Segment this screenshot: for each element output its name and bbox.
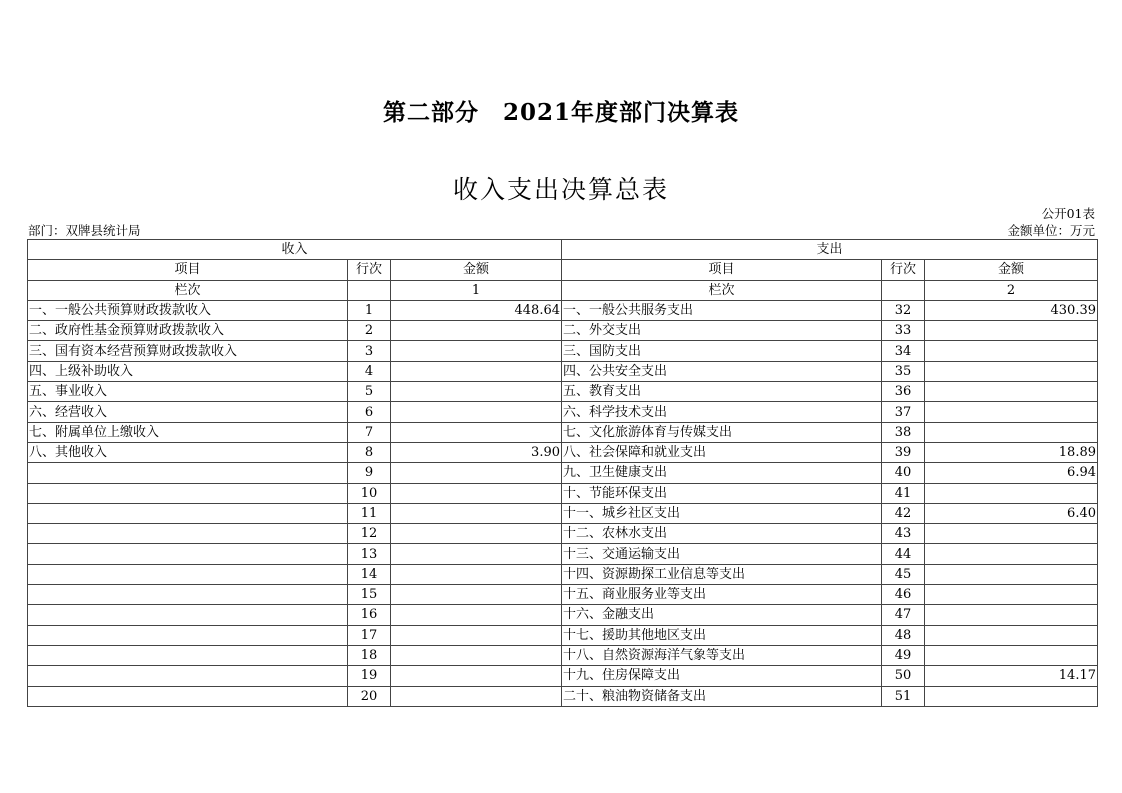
column-order-row <box>28 280 1098 300</box>
income-line-no-cell: 20 <box>348 686 391 706</box>
income-item-cell: 七、附属单位上缴收入 <box>28 422 348 442</box>
income-item-cell: 六、经营收入 <box>28 402 348 422</box>
income-line-no-cell: 15 <box>348 585 391 605</box>
expense-line-no-cell: 32 <box>882 300 925 320</box>
expense-amount-cell <box>925 402 1098 422</box>
expense-item-cell: 五、教育支出 <box>562 382 882 402</box>
expense-amount-cell <box>925 564 1098 584</box>
expense-line-no-cell: 44 <box>882 544 925 564</box>
income-line-no-cell: 13 <box>348 544 391 564</box>
expense-amount-cell <box>925 321 1098 341</box>
income-line-no-cell: 6 <box>348 402 391 422</box>
income-line-no-cell: 9 <box>348 463 391 483</box>
income-amount-header: 金额 <box>391 260 562 280</box>
income-item-cell <box>28 544 348 564</box>
expense-line-no-cell: 43 <box>882 524 925 544</box>
income-column-order-blank <box>348 280 391 300</box>
section-header-row <box>28 240 1098 260</box>
expense-line-no-cell: 37 <box>882 402 925 422</box>
income-item-cell <box>28 585 348 605</box>
income-line-no-cell: 19 <box>348 666 391 686</box>
expense-item-cell: 十四、资源勘探工业信息等支出 <box>562 564 882 584</box>
income-amount-cell <box>391 625 562 645</box>
table-row <box>28 564 1098 584</box>
income-amount-cell <box>391 544 562 564</box>
income-expense-table <box>27 239 1098 707</box>
expense-line-no-cell: 39 <box>882 442 925 462</box>
form-number: 公开01表 <box>1041 206 1095 221</box>
expense-item-cell: 七、文化旅游体育与传媒支出 <box>562 422 882 442</box>
expense-amount-cell: 14.17 <box>925 666 1098 686</box>
part-heading: 第二部分 2021年度部门决算表 <box>382 99 739 126</box>
expense-line-no-cell: 51 <box>882 686 925 706</box>
expense-line-no-cell: 49 <box>882 645 925 665</box>
income-item-header: 项目 <box>28 260 348 280</box>
income-amount-cell <box>391 361 562 381</box>
table-row <box>28 666 1098 686</box>
income-amount-cell <box>391 686 562 706</box>
income-amount-cell <box>391 503 562 523</box>
income-line-no-cell: 4 <box>348 361 391 381</box>
income-item-cell: 四、上级补助收入 <box>28 361 348 381</box>
income-amount-cell: 448.64 <box>391 300 562 320</box>
expense-item-cell: 二十、粮油物资储备支出 <box>562 686 882 706</box>
income-line-no-cell: 12 <box>348 524 391 544</box>
amount-unit-label: 金额单位：万元 <box>1007 223 1095 238</box>
expense-amount-cell: 430.39 <box>925 300 1098 320</box>
expense-amount-cell <box>925 544 1098 564</box>
income-column-number: 1 <box>391 280 562 300</box>
expense-amount-cell: 18.89 <box>925 442 1098 462</box>
table-row <box>28 382 1098 402</box>
income-line-no-cell: 1 <box>348 300 391 320</box>
table-row <box>28 463 1098 483</box>
income-line-no-cell: 14 <box>348 564 391 584</box>
table-row <box>28 544 1098 564</box>
income-amount-cell <box>391 382 562 402</box>
income-amount-cell <box>391 585 562 605</box>
income-item-cell: 三、国有资本经营预算财政拨款收入 <box>28 341 348 361</box>
expense-item-cell: 九、卫生健康支出 <box>562 463 882 483</box>
expense-item-cell: 三、国防支出 <box>562 341 882 361</box>
income-item-cell: 五、事业收入 <box>28 382 348 402</box>
table-row <box>28 605 1098 625</box>
expense-item-cell: 十、节能环保支出 <box>562 483 882 503</box>
column-header-row <box>28 260 1098 280</box>
expense-amount-cell: 6.94 <box>925 463 1098 483</box>
expense-item-cell: 十五、商业服务业等支出 <box>562 585 882 605</box>
table-row <box>28 361 1098 381</box>
income-amount-cell <box>391 422 562 442</box>
income-line-no-cell: 7 <box>348 422 391 442</box>
income-column-order-label: 栏次 <box>28 280 348 300</box>
table-row <box>28 300 1098 320</box>
income-item-cell <box>28 524 348 544</box>
income-section-header: 收入 <box>28 240 562 260</box>
income-item-cell <box>28 503 348 523</box>
expense-amount-cell <box>925 422 1098 442</box>
expense-amount-cell <box>925 483 1098 503</box>
table-row <box>28 442 1098 462</box>
income-line-no-cell: 2 <box>348 321 391 341</box>
expense-line-no-cell: 40 <box>882 463 925 483</box>
table-body <box>28 240 1098 707</box>
expense-item-cell: 十六、金融支出 <box>562 605 882 625</box>
expense-line-no-header: 行次 <box>882 260 925 280</box>
income-amount-cell <box>391 402 562 422</box>
income-amount-cell <box>391 341 562 361</box>
income-item-cell: 一、一般公共预算财政拨款收入 <box>28 300 348 320</box>
expense-amount-cell <box>925 645 1098 665</box>
expense-item-cell: 十九、住房保障支出 <box>562 666 882 686</box>
table-row <box>28 625 1098 645</box>
income-line-no-cell: 10 <box>348 483 391 503</box>
expense-column-number: 2 <box>925 280 1098 300</box>
expense-line-no-cell: 45 <box>882 564 925 584</box>
expense-item-cell: 十八、自然资源海洋气象等支出 <box>562 645 882 665</box>
expense-amount-cell <box>925 686 1098 706</box>
table-row <box>28 483 1098 503</box>
table-row <box>28 402 1098 422</box>
expense-amount-cell <box>925 605 1098 625</box>
expense-amount-cell <box>925 524 1098 544</box>
expense-line-no-cell: 35 <box>882 361 925 381</box>
table-row <box>28 503 1098 523</box>
income-line-no-cell: 16 <box>348 605 391 625</box>
income-item-cell <box>28 625 348 645</box>
expense-item-cell: 十七、援助其他地区支出 <box>562 625 882 645</box>
expense-line-no-cell: 46 <box>882 585 925 605</box>
table-row <box>28 645 1098 665</box>
expense-item-cell: 八、社会保障和就业支出 <box>562 442 882 462</box>
expense-line-no-cell: 48 <box>882 625 925 645</box>
expense-item-cell: 一、一般公共服务支出 <box>562 300 882 320</box>
income-item-cell <box>28 666 348 686</box>
income-item-cell: 二、政府性基金预算财政拨款收入 <box>28 321 348 341</box>
expense-amount-cell <box>925 361 1098 381</box>
expense-item-cell: 十一、城乡社区支出 <box>562 503 882 523</box>
income-amount-cell <box>391 605 562 625</box>
expense-amount-cell <box>925 625 1098 645</box>
expense-amount-cell <box>925 341 1098 361</box>
expense-amount-cell: 6.40 <box>925 503 1098 523</box>
expense-line-no-cell: 42 <box>882 503 925 523</box>
income-line-no-cell: 3 <box>348 341 391 361</box>
expense-item-cell: 十二、农林水支出 <box>562 524 882 544</box>
income-amount-cell <box>391 666 562 686</box>
expense-line-no-cell: 50 <box>882 666 925 686</box>
income-item-cell <box>28 686 348 706</box>
expense-column-order-blank <box>882 280 925 300</box>
table-row <box>28 422 1098 442</box>
expense-item-cell: 六、科学技术支出 <box>562 402 882 422</box>
table-title: 收入支出决算总表 <box>452 175 669 204</box>
table-row <box>28 686 1098 706</box>
income-item-cell <box>28 463 348 483</box>
income-line-no-cell: 5 <box>348 382 391 402</box>
income-line-no-cell: 18 <box>348 645 391 665</box>
income-line-no-header: 行次 <box>348 260 391 280</box>
income-amount-cell <box>391 645 562 665</box>
table-row <box>28 321 1098 341</box>
expense-line-no-cell: 34 <box>882 341 925 361</box>
income-amount-cell <box>391 321 562 341</box>
table-row <box>28 524 1098 544</box>
income-amount-cell <box>391 524 562 544</box>
income-item-cell <box>28 483 348 503</box>
expense-line-no-cell: 41 <box>882 483 925 503</box>
income-amount-cell <box>391 483 562 503</box>
table-row <box>28 585 1098 605</box>
department-label: 部门：双牌县统计局 <box>28 223 141 238</box>
expense-amount-header: 金额 <box>925 260 1098 280</box>
expense-line-no-cell: 36 <box>882 382 925 402</box>
income-amount-cell: 3.90 <box>391 442 562 462</box>
income-item-cell <box>28 564 348 584</box>
expense-item-cell: 十三、交通运输支出 <box>562 544 882 564</box>
expense-section-header: 支出 <box>562 240 1098 260</box>
income-item-cell: 八、其他收入 <box>28 442 348 462</box>
table-row <box>28 341 1098 361</box>
expense-item-cell: 二、外交支出 <box>562 321 882 341</box>
income-line-no-cell: 8 <box>348 442 391 462</box>
expense-column-order-label: 栏次 <box>562 280 882 300</box>
income-item-cell <box>28 605 348 625</box>
expense-line-no-cell: 33 <box>882 321 925 341</box>
expense-line-no-cell: 47 <box>882 605 925 625</box>
expense-item-header: 项目 <box>562 260 882 280</box>
income-line-no-cell: 17 <box>348 625 391 645</box>
expense-amount-cell <box>925 585 1098 605</box>
expense-item-cell: 四、公共安全支出 <box>562 361 882 381</box>
income-amount-cell <box>391 463 562 483</box>
income-line-no-cell: 11 <box>348 503 391 523</box>
income-amount-cell <box>391 564 562 584</box>
income-item-cell <box>28 645 348 665</box>
expense-amount-cell <box>925 382 1098 402</box>
expense-line-no-cell: 38 <box>882 422 925 442</box>
